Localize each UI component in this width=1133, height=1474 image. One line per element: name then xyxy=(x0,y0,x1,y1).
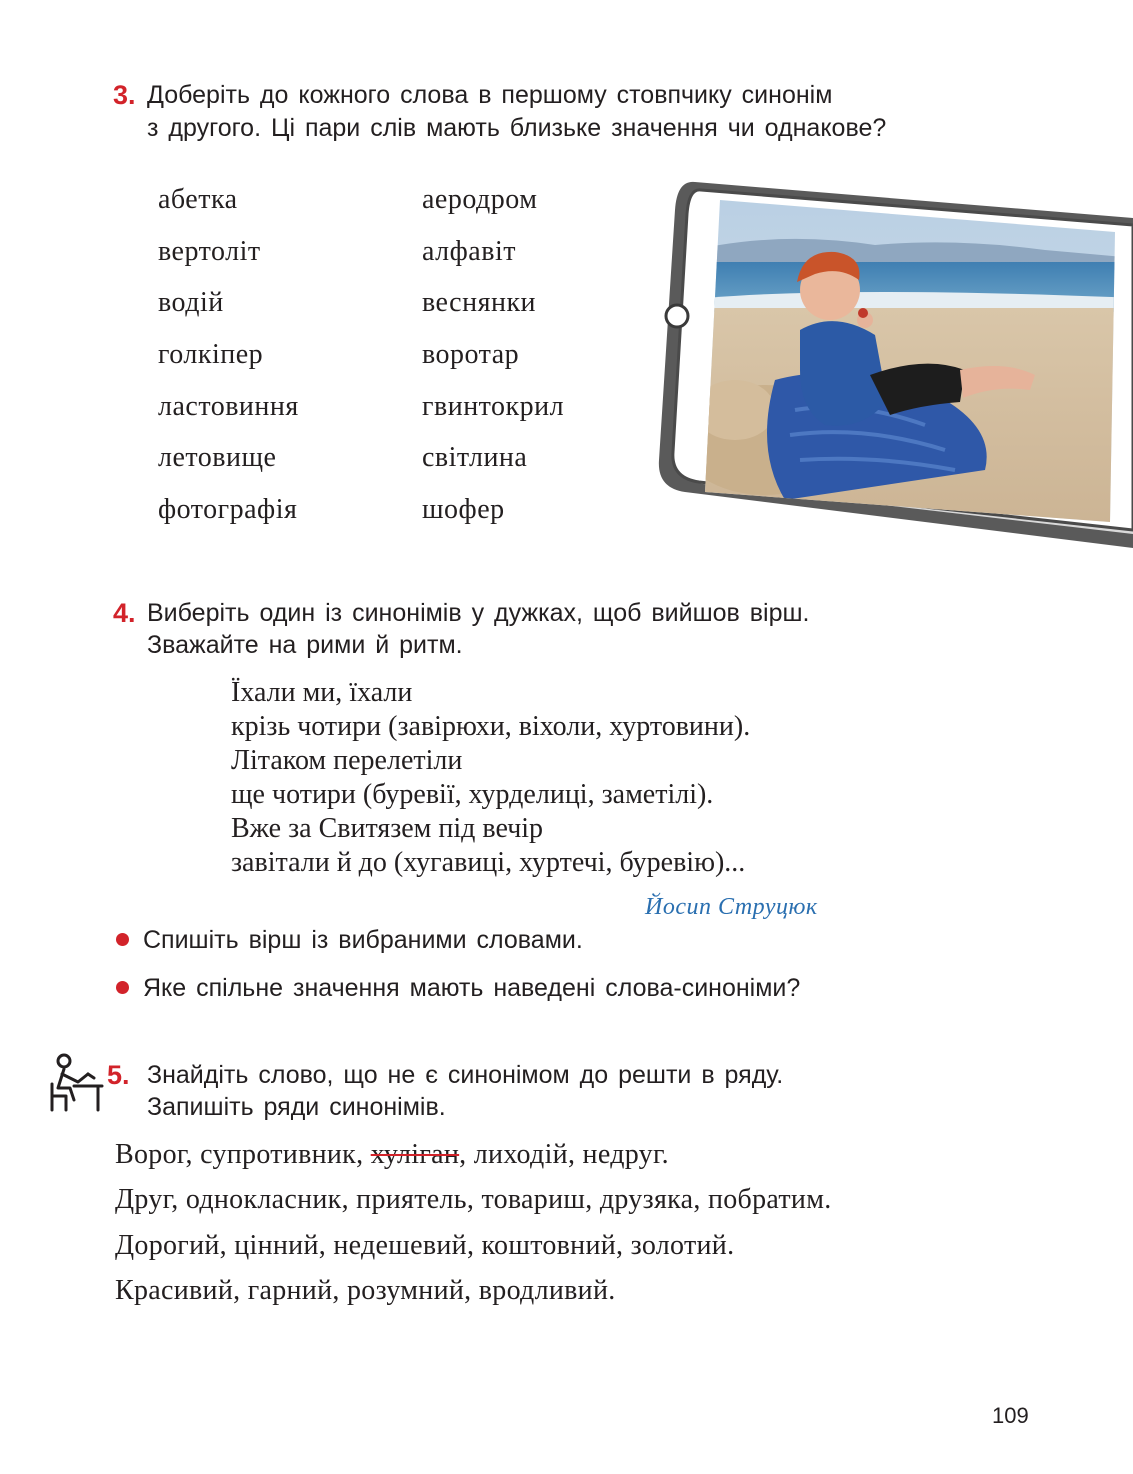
task-4-number: 4. xyxy=(113,598,136,628)
struck-out-word: хуліган xyxy=(370,1139,460,1170)
column-1-word: водій xyxy=(158,287,224,318)
column-2-word: алфавіт xyxy=(422,236,516,267)
column-2-word: аеродром xyxy=(422,184,538,215)
bullet-task: Спишіть вірш із вибраними словами. xyxy=(143,926,583,954)
poem-line: крізь чотири (завірюхи, віхоли, хуртовини). xyxy=(231,711,751,742)
poem-line: Їхали ми, їхали xyxy=(231,677,413,708)
bullet-task: Яке спільне значення мають наведені слова-синоніми? xyxy=(143,974,801,1002)
column-1-word: абетка xyxy=(158,184,238,215)
task-5-instruction-line-2: Запишіть ряди синонімів. xyxy=(147,1093,446,1121)
poem-line: завітали й до (хугавиці, хуртечі, буревію)... xyxy=(231,847,746,878)
synonym-row: Дорогий, цінний, недешевий, коштовний, золотий. xyxy=(115,1230,735,1261)
page-number: 109 xyxy=(992,1403,1029,1428)
task-4-instruction-line-1: Виберіть один із синонімів у дужках, щоб вийшов вірш. xyxy=(147,599,810,627)
column-2-word: веснянки xyxy=(422,287,537,318)
synonym-row-start: Ворог, супротивник, xyxy=(115,1139,371,1170)
column-2-word: воротар xyxy=(422,339,520,370)
home-button-icon xyxy=(666,305,688,327)
column-1-word: вертоліт xyxy=(158,236,261,267)
synonym-row: Красивий, гарний, розумний, вродливий. xyxy=(115,1275,616,1306)
task-3-number: 3. xyxy=(113,80,136,110)
bullet-icon xyxy=(116,933,129,946)
synonym-row: Друг, однокласник, приятель, товариш, друзяка, побратим. xyxy=(115,1184,832,1215)
poem-author: Йосип Струцюк xyxy=(645,894,818,920)
written-task-icon xyxy=(44,1052,106,1114)
poem-line: ще чотири (буревії, хурделиці, заметілі). xyxy=(231,779,714,810)
column-1-word: фотографія xyxy=(158,494,298,525)
column-2-word: шофер xyxy=(422,494,505,525)
poem-line: Вже за Свитязем під вечір xyxy=(231,813,544,844)
synonym-row xyxy=(115,1139,669,1171)
column-2-word: світлина xyxy=(422,442,528,473)
synonym-row-end: , лиходій, недруг. xyxy=(459,1139,669,1170)
column-1-word: голкіпер xyxy=(158,339,264,370)
bullet-icon xyxy=(116,981,129,994)
column-2-word: гвинтокрил xyxy=(422,391,565,422)
task-5-number: 5. xyxy=(107,1060,130,1090)
poem-line: Літаком перелетіли xyxy=(231,745,463,776)
task-3-instruction-line-1: Доберіть до кожного слова в першому стовпчику синонім xyxy=(147,81,833,109)
beach-photo xyxy=(680,190,1133,538)
column-1-word: ластовиння xyxy=(158,391,299,422)
phone-photo-illustration xyxy=(625,170,1133,550)
task-4-instruction-line-2: Зважайте на рими й ритм. xyxy=(147,631,463,659)
column-1-word: летовище xyxy=(158,442,277,473)
task-3-instruction-line-2: з другого. Ці пари слів мають близьке значення чи однакове? xyxy=(147,114,887,142)
task-5-instruction-line-1: Знайдіть слово, що не є синонімом до решти в ряду. xyxy=(147,1061,784,1089)
